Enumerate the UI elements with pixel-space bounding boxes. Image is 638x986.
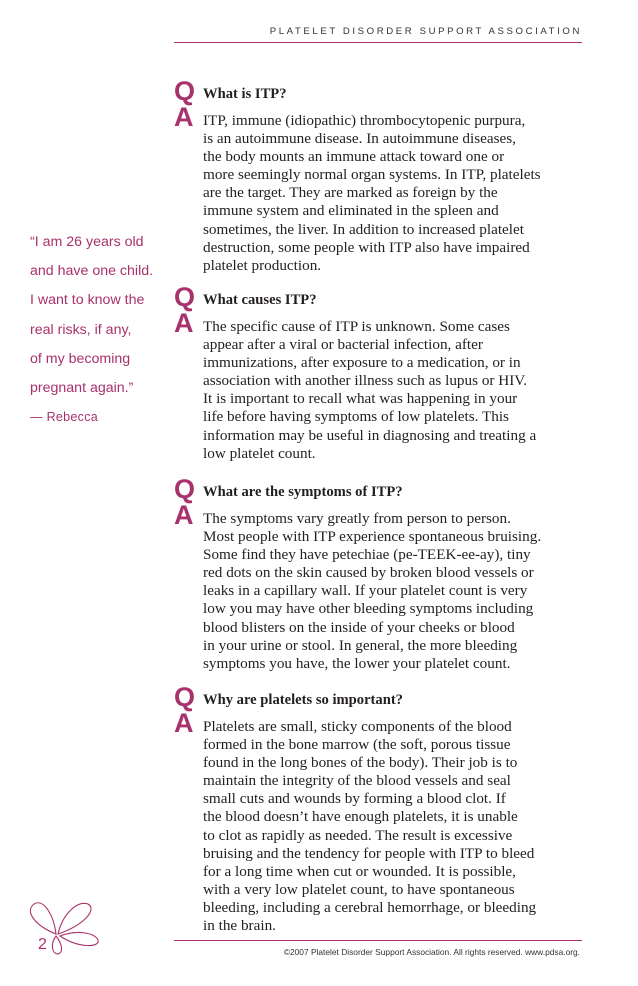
answer-line: ITP, immune (idiopathic) thrombocytopenic purpura, bbox=[203, 112, 526, 129]
header-org-name: PLATELET DISORDER SUPPORT ASSOCIATION bbox=[269, 26, 582, 37]
a-letter: A bbox=[174, 102, 194, 132]
answer-line: low platelet count. bbox=[203, 444, 316, 462]
header-rule bbox=[174, 42, 582, 43]
answer-line: immune system and eliminated in the spleen and bbox=[203, 202, 499, 220]
a-letter: A bbox=[174, 308, 194, 338]
answer-row bbox=[174, 708, 588, 935]
answer-line: The symptoms vary greatly from person to person. bbox=[203, 510, 511, 527]
answer-line: leaks in a capillary wall. If your platelet count is very bbox=[203, 582, 528, 600]
question-row bbox=[174, 282, 588, 318]
answer-line: with a very low platelet count, to have spontaneous bbox=[203, 880, 515, 898]
answer-line: low you may have other bleeding symptoms including bbox=[203, 600, 534, 618]
q-letter: Q bbox=[174, 474, 196, 504]
answer-line: maintain the integrity of the blood vessels and seal bbox=[203, 772, 511, 790]
answer-text bbox=[203, 112, 588, 275]
a-letter: A bbox=[174, 500, 194, 530]
quote-line: I want to know the bbox=[30, 292, 145, 309]
answer-line: symptoms you have, the lower your platelet count. bbox=[203, 654, 511, 672]
answer-row bbox=[174, 102, 588, 275]
answer-text bbox=[203, 318, 588, 463]
qa-block bbox=[174, 474, 588, 673]
answer-line: more seemingly normal organ systems. In ITP, platelets bbox=[203, 166, 541, 184]
answer-line: destruction, some people with ITP also have impaired bbox=[203, 238, 530, 256]
answer-line: The specific cause of ITP is unknown. Some cases bbox=[203, 318, 510, 335]
answer-line: is an autoimmune disease. In autoimmune diseases, bbox=[203, 130, 516, 148]
footer-copyright: ©2007 Platelet Disorder Support Association. All rights reserved. www.pdsa.org. bbox=[283, 947, 580, 957]
page-number: 2 bbox=[38, 936, 47, 953]
answer-line: in the brain. bbox=[203, 917, 276, 935]
answer-line: immunizations, after exposure to a medication, or in bbox=[203, 354, 521, 372]
answer-line: bleeding, including a cerebral hemorrhage, or bleeding bbox=[203, 898, 537, 916]
sidebar-quote bbox=[30, 228, 170, 432]
answer-line: for a long time when cut or wounded. It is possible, bbox=[203, 862, 516, 880]
answer-line: platelet production. bbox=[203, 256, 322, 274]
petal-logo-icon bbox=[16, 896, 106, 956]
answer-line: in your urine or stool. In general, the more bleeding bbox=[203, 636, 518, 654]
answer-line: red dots on the skin caused by broken blood vessels or bbox=[203, 564, 534, 582]
answer-line: sometimes, the liver. In addition to increased platelet bbox=[203, 220, 524, 238]
answer-line: Most people with ITP experience spontaneous bruising. bbox=[203, 528, 542, 546]
answer-row bbox=[174, 308, 588, 463]
answer-line: association with another illness such as lupus or HIV. bbox=[203, 372, 528, 390]
answer-line: life before having symptoms of low platelets. This bbox=[203, 408, 509, 426]
qa-block bbox=[174, 76, 588, 275]
answer-line: the body mounts an immune attack toward one or bbox=[203, 148, 505, 166]
answer-line: It is important to recall what was happening in your bbox=[203, 390, 518, 408]
answer-line: small cuts and wounds by forming a blood clot. If bbox=[203, 790, 506, 808]
quote-line: real risks, if any, bbox=[30, 321, 132, 338]
answer-line: to clot as rapidly as needed. The result is excessive bbox=[203, 826, 513, 844]
quote-line: “I am 26 years old bbox=[30, 234, 144, 250]
answer-line: information may be useful in diagnosing and treating a bbox=[203, 426, 537, 444]
answer-line: Platelets are small, sticky components of the blood bbox=[203, 718, 512, 735]
q-letter: Q bbox=[174, 682, 196, 712]
qa-block bbox=[174, 282, 588, 463]
a-letter: A bbox=[174, 708, 194, 738]
question-text: What is ITP? bbox=[203, 86, 287, 102]
question-row bbox=[174, 474, 588, 510]
answer-text bbox=[203, 718, 588, 935]
footer-rule bbox=[174, 940, 582, 941]
answer-line: found in the long bones of the body). Their job is to bbox=[203, 754, 518, 772]
quote-line: of my becoming bbox=[30, 350, 131, 367]
qa-block bbox=[174, 682, 588, 935]
q-letter: Q bbox=[174, 282, 196, 312]
question-text: What causes ITP? bbox=[203, 292, 317, 308]
answer-line: bruising and the tendency for people with ITP to bleed bbox=[203, 844, 535, 862]
question-text: Why are platelets so important? bbox=[203, 692, 403, 708]
answer-line: appear after a viral or bacterial infection, after bbox=[203, 336, 483, 354]
answer-row bbox=[174, 500, 588, 673]
quote-attribution: — Rebecca bbox=[30, 410, 99, 425]
q-letter: Q bbox=[174, 76, 196, 106]
question-row bbox=[174, 682, 588, 718]
answer-line: blood blisters on the inside of your cheeks or blood bbox=[203, 618, 515, 636]
question-text: What are the symptoms of ITP? bbox=[203, 484, 403, 500]
answer-line: Some find they have petechiae (pe-TEEK-ee-ay), tiny bbox=[203, 546, 531, 564]
quote-line: and have one child. bbox=[30, 263, 154, 280]
answer-line: are the target. They are marked as foreign by the bbox=[203, 184, 498, 202]
answer-line: the blood doesn’t have enough platelets, it is unable bbox=[203, 808, 518, 826]
answer-text bbox=[203, 510, 588, 673]
answer-line: formed in the bone marrow (the soft, porous tissue bbox=[203, 736, 511, 754]
quote-line: pregnant again.” bbox=[30, 380, 134, 397]
question-row bbox=[174, 76, 588, 112]
